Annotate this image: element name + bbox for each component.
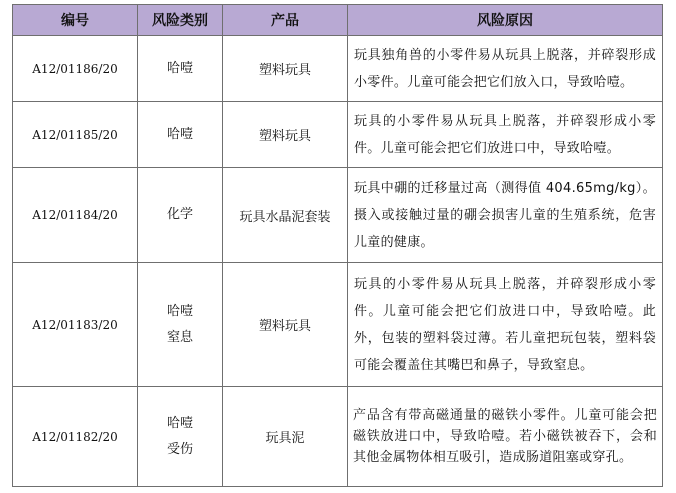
row-id: A12/01182/20 — [13, 387, 138, 487]
row-category — [138, 36, 223, 102]
category-label: 受伤 — [166, 441, 193, 457]
category-label: 窒息 — [166, 329, 193, 345]
header-risk-reason: 风险原因 — [348, 5, 663, 36]
row-product: 塑料玩具 — [223, 36, 348, 102]
recall-table — [12, 4, 663, 487]
row-id: A12/01185/20 — [13, 102, 138, 168]
row-reason: 玩具独角兽的小零件易从玩具上脱落，并碎裂形成小零件。儿童可能会把它们放入口，导致哈噎。 — [348, 36, 663, 102]
row-id: A12/01183/20 — [13, 263, 138, 387]
table-row — [13, 168, 663, 263]
row-id: A12/01186/20 — [13, 36, 138, 102]
row-product: 塑料玩具 — [223, 263, 348, 387]
table-row — [13, 36, 663, 102]
table-body — [13, 36, 663, 487]
row-id: A12/01184/20 — [13, 168, 138, 263]
header-product: 产品 — [223, 5, 348, 36]
category-label: 哈噎 — [166, 126, 193, 142]
table-row — [13, 263, 663, 387]
table-row — [13, 387, 663, 487]
row-product: 玩具水晶泥套装 — [223, 168, 348, 263]
row-category — [138, 263, 223, 387]
category-label: 哈噎 — [166, 60, 193, 76]
row-reason: 产品含有带高磁通量的磁铁小零件。儿童可能会把磁铁放进口中，导致哈噎。若小磁铁被吞下，会和其他金属物体相互吸引，造成肠道阻塞或穿孔。 — [348, 387, 663, 487]
row-reason: 玩具的小零件易从玩具上脱落，并碎裂形成小零件。儿童可能会把它们放进口中，导致哈噎。此外，包装的塑料袋过薄。若儿童把玩包装，塑料袋可能会覆盖住其嘴巴和鼻子，导致窒息。 — [348, 263, 663, 387]
row-product: 玩具泥 — [223, 387, 348, 487]
table-row — [13, 102, 663, 168]
header-id: 编号 — [13, 5, 138, 36]
category-label: 哈噎 — [166, 415, 193, 431]
row-category — [138, 387, 223, 487]
row-category — [138, 168, 223, 263]
row-category — [138, 102, 223, 168]
table-header — [13, 5, 663, 36]
category-label: 哈噎 — [166, 303, 193, 319]
category-label: 化学 — [166, 207, 193, 222]
header-row — [13, 5, 663, 36]
row-reason: 玩具的小零件易从玩具上脱落，并碎裂形成小零件。儿童可能会把它们放进口中，导致哈噎。 — [348, 102, 663, 168]
row-reason: 玩具中硼的迁移量过高（测得值 404.65mg/kg）。摄入或接触过量的硼会损害儿童的生殖系统，危害儿童的健康。 — [348, 168, 663, 263]
row-product: 塑料玩具 — [223, 102, 348, 168]
header-risk-category: 风险类别 — [138, 5, 223, 36]
